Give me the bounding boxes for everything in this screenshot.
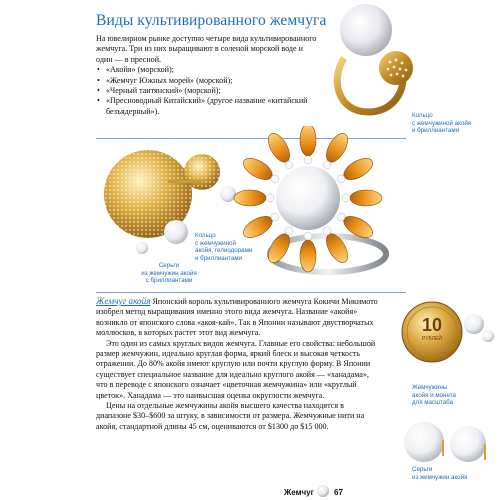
intro-block xyxy=(96,34,318,117)
akoya-paragraph-2: Это один из самых круглых видов жемчуга. Главные его свойства: небольшой размер жемчужин, идеально круглая форма, яркий блеск и высокая четкость отражении. До 80% акойя имеют круглую или почти круглую форму. В Японии существует специальное название для идеально круглого акойя — «ханадама», что в переводе с японского означает «цветочная жемчужина» или «круглый цветок». Ханадама — это наивысшая оценка округлости жемчуга. xyxy=(96,338,376,400)
pearl-icon xyxy=(316,484,330,498)
caption-ring-center: Кольцо с жемчужиной акойя, гелиодорами и бриллиантами xyxy=(195,232,253,262)
list-item: • «Жемчуг Южных морей» (морской); xyxy=(96,76,318,86)
pearl-types-list xyxy=(96,65,318,117)
caption-earrings-bottom: Серьги из жемчужин акойя xyxy=(412,466,468,481)
page-title: Виды культивированного жемчуга xyxy=(96,12,327,29)
pearl-ring-top-image xyxy=(326,0,416,118)
caption-earrings-left: Серьги из жемчужин акойя с бриллиантами xyxy=(141,262,197,285)
akoya-lead: Жемчуг акойя xyxy=(96,296,151,306)
list-item: • «Пресноводный Китайский» (другое название «китайский безъядерный»). xyxy=(96,96,318,117)
earrings-bottom-image xyxy=(394,414,498,470)
akoya-paragraph-1-text: Японский король культивированного жемчуга Кокичи Микимото изобрел метод выращивания именно этого вида жемчуга. Название «акойя» возникло от японского слова «акоя-кай». Так в Японии называют двустворчатых моллюсков, в которых растет этот вид жемчуга. xyxy=(96,297,378,338)
page-number: 67 xyxy=(334,488,343,497)
akoya-paragraph-1 xyxy=(96,296,380,339)
divider xyxy=(96,292,406,293)
caption-ring-top: Кольцо с жемчужиной акойя и бриллиантами xyxy=(412,112,472,135)
akoya-section xyxy=(96,296,380,432)
list-item: • «Акойя» (морской); xyxy=(96,65,318,75)
caption-coin: Жемчужины акойя и монета для масштаба xyxy=(412,384,456,407)
list-item: • «Черный таитянский» (морской); xyxy=(96,86,318,96)
coin-value: 10 xyxy=(421,315,443,335)
akoya-paragraph-3: Цены на отдельные жемчужины акойя высшего качества находятся в диапазоне $30–$600 за штуку, в зависимости от размера. Жемчужные нити на акойя, стандартной длины 45 см, оцениваются от $1300 до $15 000. xyxy=(96,401,365,431)
coin-label: РУБЛЕЙ xyxy=(422,336,442,342)
footer-section-title: Жемчуг xyxy=(284,488,314,497)
intro-paragraph: На ювелирном рынке доступно четыре вида культивированного жемчуга. Три из них выращивают в соленой морской воде и один — в пресной. xyxy=(96,34,317,64)
